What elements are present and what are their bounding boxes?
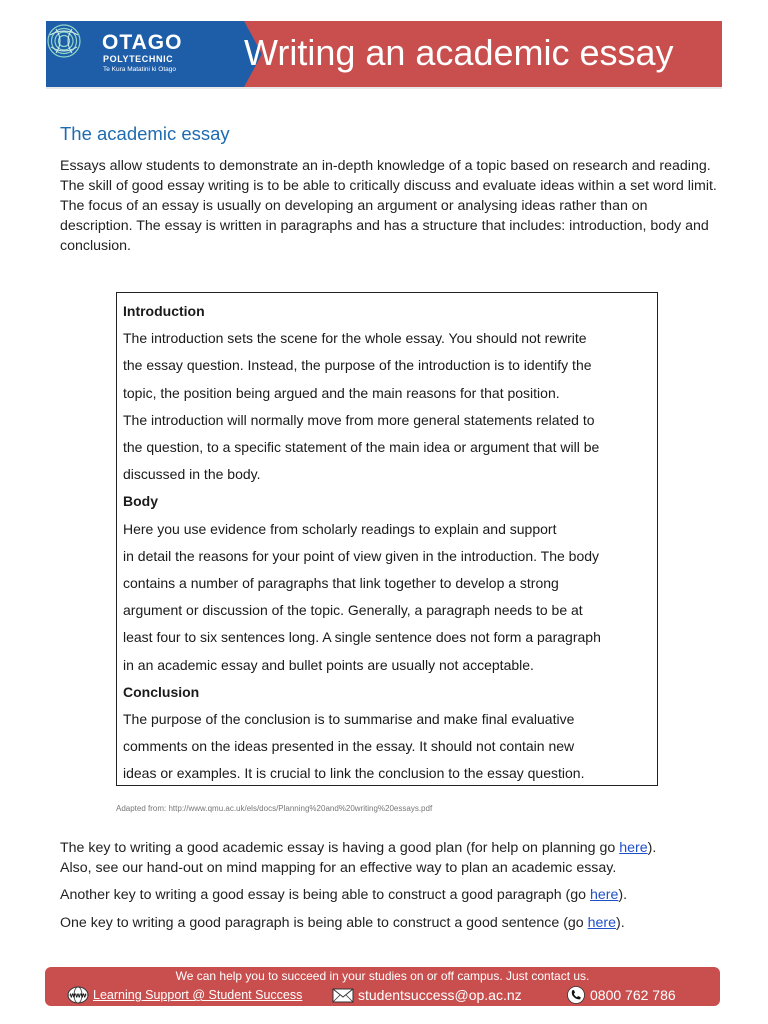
conclusion-line: The purpose of the conclusion is to summarise and make final evaluative (123, 711, 575, 728)
header-banner (46, 21, 722, 87)
conclusion-line: ideas or examples. It is crucial to link the conclusion to the essay question. (123, 765, 585, 782)
learning-support-link[interactable] (67, 986, 302, 1004)
body-line: contains a number of paragraphs that link together to develop a strong (123, 575, 559, 592)
plan-text-end: ). (647, 840, 657, 856)
logo-subtitle: POLYTECHNIC (103, 54, 174, 64)
section-heading: The academic essay (60, 123, 230, 144)
learning-support-label: Learning Support @ Student Success (93, 988, 303, 1002)
body-line: in detail the reasons for your point of view given in the introduction. The body (123, 547, 600, 564)
body-line: argument or discussion of the topic. Generally, a paragraph needs to be at (123, 602, 583, 619)
paragraph-text: Another key to writing a good essay is being able to construct a good paragraph (go (60, 887, 590, 903)
body-line: least four to six sentences long. A single sentence does not form a paragraph (123, 629, 601, 646)
conclusion-heading: Conclusion (123, 683, 200, 700)
body-line: Here you use evidence from scholarly readings to explain and support (123, 520, 557, 537)
paragraph-help-link[interactable]: here (590, 887, 619, 903)
sentence-text-end: ). (616, 915, 625, 931)
essay-structure-box (116, 292, 658, 786)
body-line: in an academic essay and bullet points are usually not acceptable. (123, 656, 534, 673)
sentence-text: One key to writing a good paragraph is being able to construct a good sentence (go (60, 915, 588, 931)
envelope-icon (332, 988, 354, 1003)
introduction-line: the question, to a specific statement of the main idea or argument that will be (123, 439, 600, 456)
introduction-line: The introduction sets the scene for the whole essay. You should not rewrite (123, 330, 587, 347)
introduction-line: The introduction will normally move from more general statements related to (123, 411, 595, 428)
footer-tagline: We can help you to succeed in your studies on or off campus. Just contact us. (175, 969, 590, 983)
paragraph-help-paragraph (60, 885, 627, 905)
phone-number: 0800 762 786 (590, 987, 676, 1003)
footer-bar (45, 967, 720, 1006)
logo-name: OTAGO (102, 31, 183, 54)
logo-emblem-icon (46, 21, 82, 61)
email-address: studentsuccess@op.ac.nz (358, 987, 522, 1003)
globe-www-icon (67, 986, 89, 1004)
mind-mapping-paragraph: Also, see our hand-out on mind mapping for an effective way to plan an academic essay. (60, 860, 617, 876)
sentence-help-paragraph (60, 913, 625, 933)
conclusion-line: comments on the ideas presented in the essay. It should not contain new (123, 738, 575, 755)
intro-paragraph: Essays allow students to demonstrate an in-depth knowledge of a topic based on research and reading. The skill of good essay writing is to be able to critically discuss and evaluate ideas within a set word limit. The focus of an essay is usually on developing an argument or analysing ideas rather than on description. The essay is written in paragraphs and has a structure that includes: introduction, body and conclusion. (60, 158, 717, 254)
banner-shadow (46, 87, 722, 89)
body-heading: Body (123, 493, 158, 510)
phone-icon (566, 986, 586, 1004)
planning-help-link[interactable]: here (619, 840, 648, 856)
introduction-heading: Introduction (123, 303, 205, 319)
paragraph-text-end: ). (618, 887, 628, 903)
sentence-help-link[interactable]: here (587, 915, 617, 931)
introduction-line: the essay question. Instead, the purpose of the introduction is to identify the (123, 357, 592, 374)
plan-paragraph (60, 838, 656, 858)
phone-contact[interactable] (566, 986, 676, 1004)
source-note: Adapted from: http://www.qmu.ac.uk/els/docs/Planning%20and%20writing%20essays.pdf (116, 804, 433, 813)
logo-maori-name: Te Kura Matatini ki Otago (103, 66, 176, 73)
page-title: Writing an academic essay (244, 32, 674, 73)
email-contact[interactable] (332, 986, 522, 1004)
www-icon-text: www (69, 992, 87, 1000)
introduction-line: topic, the position being argued and the main reasons for that position. (123, 384, 560, 401)
plan-text: The key to writing a good academic essay is having a good plan (for help on planning go (60, 840, 620, 856)
logo[interactable] (46, 21, 262, 87)
introduction-line: discussed in the body. (123, 466, 261, 483)
